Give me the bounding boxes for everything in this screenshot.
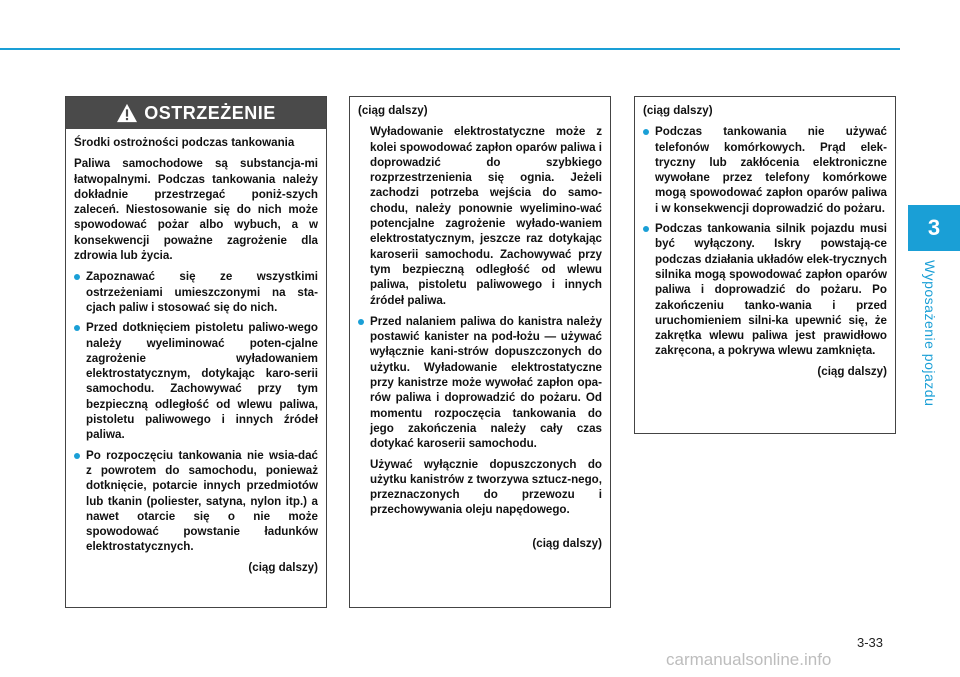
paragraph: Używać wyłącznie dopuszczonych do użytku kanistrów z tworzywa sztucz-nego, przeznaczonych do przewozu i przechowywania oleju napędowego. [370,457,602,517]
continuation-box [634,96,896,434]
list-item: Przed nalaniem paliwa do kanistra należy postawić kanister na pod-łożu — używać wyłącznie kani-strów dopuszczonych do użytku. Wyładowanie elektrostatyczne przy kanistrze może wywołać zapłon opa-rów paliwa i doprowadzić do pożaru. Od momentu rozpoczęcia tankowania do jego zakończenia należy cały czas dotykać karoserii samochodu. [358,314,602,452]
bullet-icon [74,453,80,459]
paragraph: Wyładowanie elektrostatyczne może z kolei spowodować zapłon oparów paliwa i doprowadzić do szybkiego rozprzestrzenienia się ognia. Jeżeli zachodzi potrzeba wejścia do samo-chodu, należy ponownie wyelimino-wać potencjalne zagrożenie wyłado-waniem elektrostatycznym, jeszcze raz dotykając karoserii samochodu. Zachowywać przy tym bezpieczną odległość od wlewu paliwa, pistoletu paliwowego i innych źródeł paliwa. [370,125,602,307]
continued-header: (ciąg dalszy) [358,104,428,117]
warning-label: OSTRZEŻENIE [144,102,276,123]
chapter-title: Wyposażenie pojazdu [922,260,938,407]
bullet-list [74,269,318,554]
continuation-box [349,96,611,608]
chapter-number: 3 [927,215,941,240]
bullet-icon [643,129,649,135]
list-item: Podczas tankowania nie używać telefonów komórkowych. Prąd elek-tryczny lub zakłócenia elektroniczne wywołane przez telefony komórkowe mogą spowodować zapłon oparów paliwa i w konsekwencji doprowadzić do pożaru. [643,124,887,216]
bullet-icon [74,325,80,331]
bullet-icon [643,226,649,232]
continued-header: (ciąg dalszy) [643,104,713,117]
top-rule [0,48,900,50]
warning-box [65,96,327,608]
continued-label: (ciąg dalszy) [248,560,318,574]
page-number: 3-33 [857,635,884,650]
bullet-list [643,124,887,358]
continued-label: (ciąg dalszy) [532,536,602,550]
section-heading: Środki ostrożności podczas tankowania [74,136,295,149]
warning-header [66,97,326,129]
list-item: Przed dotknięciem pistoletu paliwo-wego należy wyeliminować poten-cjalne zagrożenie wyładowaniem elektrostatycznym, dotykając karo-serii samochodu. Zachowywać przy tym bezpieczną odległość od wlewu paliwa, pistoletu paliwowego i innych źródeł paliwa. [74,320,318,442]
intro-paragraph: Paliwa samochodowe są substancja-mi łatwopalnymi. Podczas tankowania należy dokładnie przestrzegać poniż-szych zaleceń. Niestosowanie się do nich może spowodować pożar albo wybuch, a w konsekwencji poważne zagrożenie dla zdrowia lub życia. [74,157,318,263]
continued-label: (ciąg dalszy) [817,364,887,378]
list-item: Podczas tankowania silnik pojazdu musi być wyłączony. Iskry powstają-ce podczas działania układów elek-trycznych silnika mogą spowodować zapłon oparów paliwa i doprowadzić do pożaru. Po zakończeniu tanko-wania i przed uruchomieniem silni-ka upewnić się, że zakrętka wlewu paliwa jest prawidłowo zakręcona, a pokrywa wlewu zamknięta. [643,221,887,359]
chapter-tab[interactable] [908,205,960,251]
warning-triangle-icon [116,103,138,123]
bullet-icon [74,274,80,280]
bullet-list [358,314,602,452]
watermark: carmanualsonline.info [666,650,832,669]
list-item: Po rozpoczęciu tankowania nie wsia-dać z powrotem do samochodu, ponieważ dotknięcie, potarcie innych przedmiotów lub tkanin (poliester, satyna, nylon itp.) a nawet otarcie się o nie może spowodować powstanie ładunków elektrostatycznych. [74,448,318,555]
bullet-icon [358,319,364,325]
list-item: Zapoznawać się ze wszystkimi ostrzeżeniami umieszczonymi na sta-cjach paliw i stosować się do nich. [74,269,318,315]
